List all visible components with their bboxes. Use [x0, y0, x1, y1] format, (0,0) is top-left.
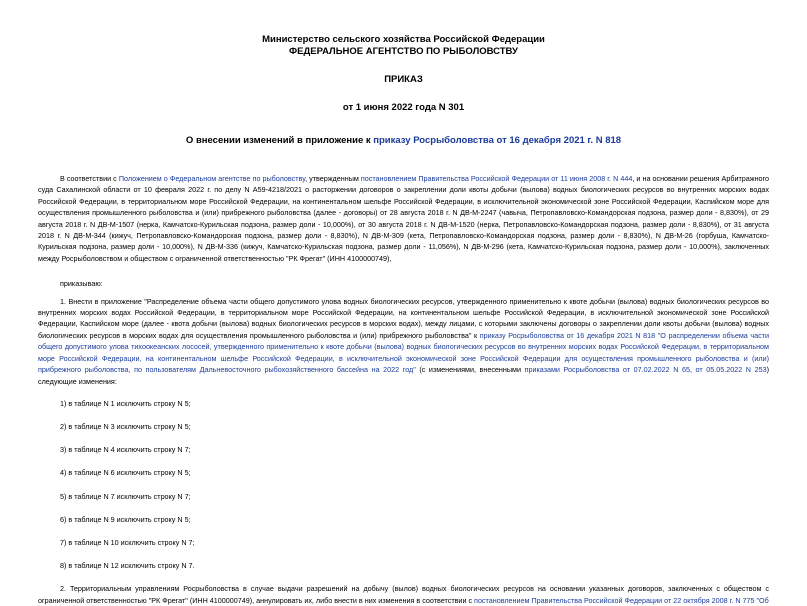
amendment-list — [38, 399, 769, 571]
document-date-number: от 1 июня 2022 года N 301 — [342, 102, 465, 113]
preamble-paragraph — [38, 173, 769, 264]
agency-name: ФЕДЕРАЛЬНОЕ АГЕНТСТВО ПО РЫБОЛОВСТВУ — [289, 46, 518, 57]
document-type: ПРИКАЗ — [384, 74, 423, 85]
agency-regulation-link[interactable]: Положением о Федеральном агентстве по рыболовству — [118, 174, 306, 183]
list-item: 7) в таблице N 10 исключить строку N 7; — [60, 538, 195, 548]
point-2-text-1: 2. Территориальным управлениям Росрыболовства в случае выдачи разрешений на добычу (вылов) водных биологических ресурсов на основании указанных договоров, заключенных с обществом с ограниченной ответственностью "РК Фрегат" (ИНН 4100000749), аннулировать их, либо внести в них изменения в соответствии с — [38, 584, 769, 605]
preamble-text-1: В соответствии с — [60, 174, 119, 183]
ministry-name: Министерство сельского хозяйства Российской Федерации — [262, 34, 545, 45]
list-item: 1) в таблице N 1 исключить строку N 5; — [60, 398, 191, 408]
list-item: 4) в таблице N 6 исключить строку N 5; — [60, 468, 191, 478]
title-text: О внесении изменений в приложение к — [185, 135, 374, 146]
title-order-link[interactable]: приказу Росрыболовства от 16 декабря 2021 г. N 818 — [373, 135, 622, 146]
list-item: 8) в таблице N 12 исключить строку N 7. — [60, 561, 195, 571]
government-decree-444-link[interactable]: постановлением Правительства Российской Федерации от 11 июня 2008 г. N 444 — [360, 174, 633, 183]
point-1-text-1: 1. Внести в приложение "Распределение объема части общего допустимого улова водных биологических ресурсов, утвержденного применительно к квоте добычи (вылова) водных биологических ресурсов во внутренних морских водах Российской Федерации, в территориальном море Российской Федерации, на континентальном шельфе Российской Федерации, в исключительной экономической зоне Российской Федерации, Каспийском море (далее - квота добычи (вылова) водных биологических ресурсов в морских водах), между лицами, с которыми заключены договоры о закреплении доли квоты добычи (вылова) водных биологических ресурсов в морских водах для осуществления промышленного рыболовства и (или) прибрежного рыболовства" к — [38, 296, 769, 340]
list-item: 5) в таблице N 7 исключить строку N 7; — [60, 491, 191, 501]
preamble-text-3: , и на основании решения Арбитражного суда Сахалинской области от 10 февраля 2022 г. по делу N А59-4218/2021 о расторжении договоров о закреплении доли квоты добычи (вылова) водных биологических ресурсов во внутренних морских водах Российской Федерации, в территориальном море Российской Федерации, на континентальном шельфе Российской Федерации, в исключительной экономической зоне Российской Федерации, Каспийском море для осуществления промышленного рыболовства и (или) прибрежного рыболовства (далее - договоры) от 28 августа 2018 г. N ДВ-М-2247 (чавыча, Петропавловско-Командорская подзона, размер доли - 8,830%), от 29 августа 2018 г. N ДВ-М-1507 (нерка, Камчатско-Курильская подзона, размер доли - 10,000%), от 30 августа 2018 г. N ДВ-М-1520 (нерка, Петропавловско-Командорская подзона, размер доли - 8,830%), от 31 августа 2018 г. N ДВ-М-344 (кижуч, Петропавловско-Командорская подзона, размер доли - 8,830%), N ДВ-М-309 (кета, Петропавловско-Командорская подзона, размер доли - 8,830%), N ДВ-М-26 (горбуша, Камчатско-Курильская подзона, размер доли - 10,000%), N ДВ-М-336 (кижуч, Камчатско-Курильская подзона, размер доли - 11,056%), N ДВ-М-296 (кета, Камчатско-Курильская подзона, размер доли - 10,000%), заключенных между Росрыболовством и обществом с ограниченной ответственностью "РК Фрегат" (ИНН 4100000749), — [38, 174, 769, 263]
point-2-paragraph — [38, 583, 769, 606]
order-818-link[interactable]: приказу Росрыболовства от 16 декабря 2021 N 818 "О распределении объема части общего допустимого улова тихоокеанских лососей, утвержденного применительно к квоте добычи (вылова) водных биологических ресурсов во внутренних морских водах Российской Федерации, в территориальном море Российской Федерации, на континентальном шельфе Российской Федерации, в исключительной экономической зоне Российской Федерации для осуществления промышленного рыболовства и (или) прибрежного рыболовства, по пользователям Дальневосточного рыбохозяйственного бассейна на 2022 год" — [38, 330, 769, 375]
point-1-paragraph — [38, 296, 769, 387]
preamble-text-2: , утвержденным — [305, 174, 361, 183]
document-title — [38, 135, 769, 146]
list-item: 6) в таблице N 9 исключить строку N 5; — [60, 514, 191, 524]
amending-orders-link[interactable]: приказами Росрыболовства от 07.02.2022 N 65, от 05.05.2022 N 253 — [524, 365, 767, 375]
list-item: 2) в таблице N 3 исключить строку N 5; — [60, 422, 191, 432]
point-1-text-3: ) следующие изменения: — [38, 365, 769, 386]
government-decree-775-link[interactable]: постановлением Правительства Российской Федерации от 22 октября 2008 г. N 775 "Об — [474, 595, 769, 605]
list-item: 3) в таблице N 4 исключить строку N 7; — [60, 445, 191, 455]
order-word: приказываю: — [60, 279, 103, 289]
point-1-text-2: (с изменениями, внесенными — [415, 365, 525, 375]
